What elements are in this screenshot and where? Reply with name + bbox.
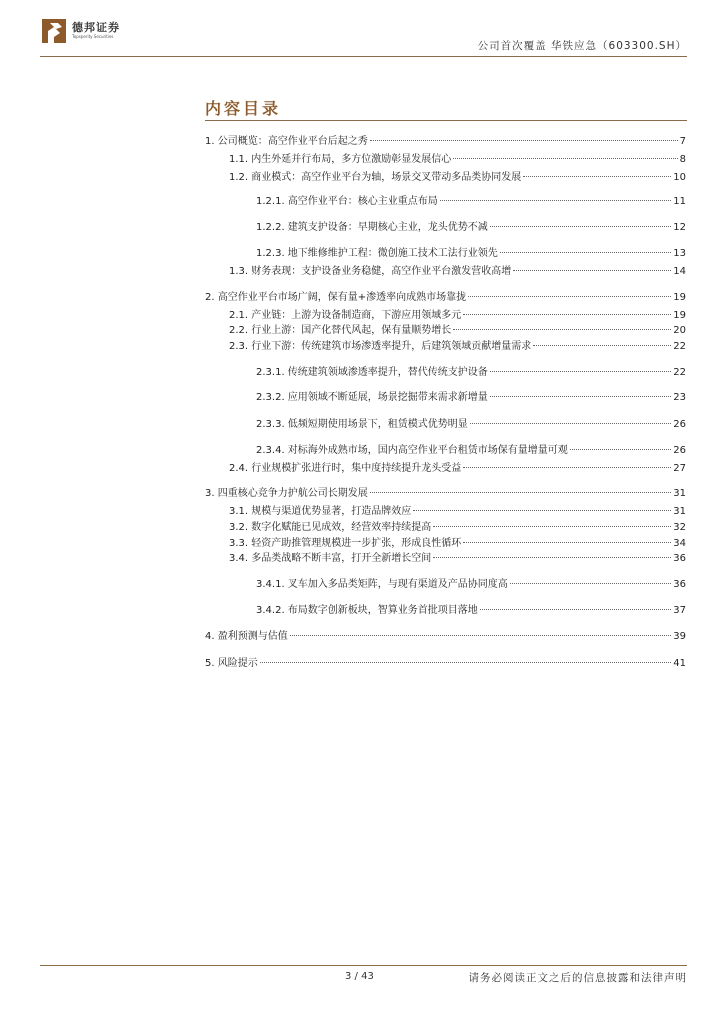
- toc-entry[interactable]: 2.1. 产业链：上游为设备制造商，下游应用领域多元 19: [229, 310, 686, 321]
- toc-title: 内容目录: [205, 99, 282, 118]
- toc-entry[interactable]: 1.1. 内生外延并行布局，多方位激励彰显发展信心 8: [229, 154, 686, 165]
- toc-entry[interactable]: 4. 盈利预测与估值 39: [205, 631, 686, 642]
- toc-entry[interactable]: 3.4.2. 布局数字创新板块，智算业务首批项目落地 37: [256, 605, 686, 616]
- toc-entry[interactable]: 3.2. 数字化赋能已见成效，经营效率持续提高 32: [229, 522, 686, 533]
- footer-divider: [40, 965, 687, 966]
- logo-mark-icon: [40, 15, 68, 45]
- toc-entry[interactable]: 2.3. 行业下游：传统建筑市场渗透率提升，后建筑领域贡献增量需求 22: [229, 341, 686, 352]
- toc-entry[interactable]: 2.3.1. 传统建筑领域渗透率提升，替代传统支护设备 22: [256, 367, 686, 378]
- toc-entry[interactable]: 2. 高空作业平台市场广阔，保有量+渗透率向成熟市场靠拢 19: [205, 292, 686, 303]
- toc-entry[interactable]: 1. 公司概览：高空作业平台后起之秀 7: [205, 136, 686, 147]
- toc-entry[interactable]: 2.3.3. 低频短期使用场景下，租赁模式优势明显 26: [256, 419, 686, 430]
- toc-entry[interactable]: 1.2.2. 建筑支护设备：早期核心主业，龙头优势不减 12: [256, 222, 686, 233]
- toc-entry[interactable]: 1.2.3. 地下维修维护工程：微创施工技术工法行业领先 13: [256, 248, 686, 259]
- legal-disclaimer: 请务必阅读正文之后的信息披露和法律声明: [468, 972, 687, 984]
- page-number: 3 / 43: [345, 971, 374, 982]
- toc-entry[interactable]: 2.4. 行业规模扩张进行时，集中度持续提升龙头受益 27: [229, 463, 686, 474]
- toc-title-divider: [205, 120, 687, 121]
- header-divider: [40, 56, 687, 57]
- company-logo: [40, 15, 120, 45]
- toc-entry[interactable]: 2.2. 行业上游：国产化替代风起，保有量顺势增长 20: [229, 325, 686, 336]
- toc-entry[interactable]: 1.2. 商业模式：高空作业平台为轴，场景交叉带动多品类协同发展 10: [229, 172, 686, 183]
- toc-entry[interactable]: 3.1. 规模与渠道优势显著，打造品牌效应 31: [229, 506, 686, 517]
- toc-entry[interactable]: 1.3. 财务表现：支护设备业务稳健，高空作业平台激发营收高增 14: [229, 266, 686, 277]
- toc-entry[interactable]: 3.4. 多品类战略不断丰富，打开全新增长空间 36: [229, 553, 686, 564]
- toc-entry[interactable]: 3.3. 轻资产助推管理规模进一步扩张，形成良性循环 34: [229, 538, 686, 549]
- logo-english-name: Topsperity Securities: [72, 33, 114, 39]
- toc-entry[interactable]: 2.3.2. 应用领域不断延展，场景挖掘带来需求新增量 23: [256, 392, 686, 403]
- toc-entry[interactable]: 1.2.1. 高空作业平台：核心主业重点布局 11: [256, 196, 686, 207]
- toc-entry[interactable]: 3. 四重核心竞争力护航公司长期发展 31: [205, 488, 686, 499]
- logo-chinese-name: 德邦证券: [72, 20, 120, 34]
- toc-entry[interactable]: 5. 风险提示 41: [205, 658, 686, 669]
- report-header-title: 公司首次覆盖 华铁应急（603300.SH）: [477, 40, 687, 52]
- toc-entry[interactable]: 2.3.4. 对标海外成熟市场，国内高空作业平台租赁市场保有量增量可观 26: [256, 445, 686, 456]
- toc-entry[interactable]: 3.4.1. 叉车加入多品类矩阵，与现有渠道及产品协同度高 36: [256, 579, 686, 590]
